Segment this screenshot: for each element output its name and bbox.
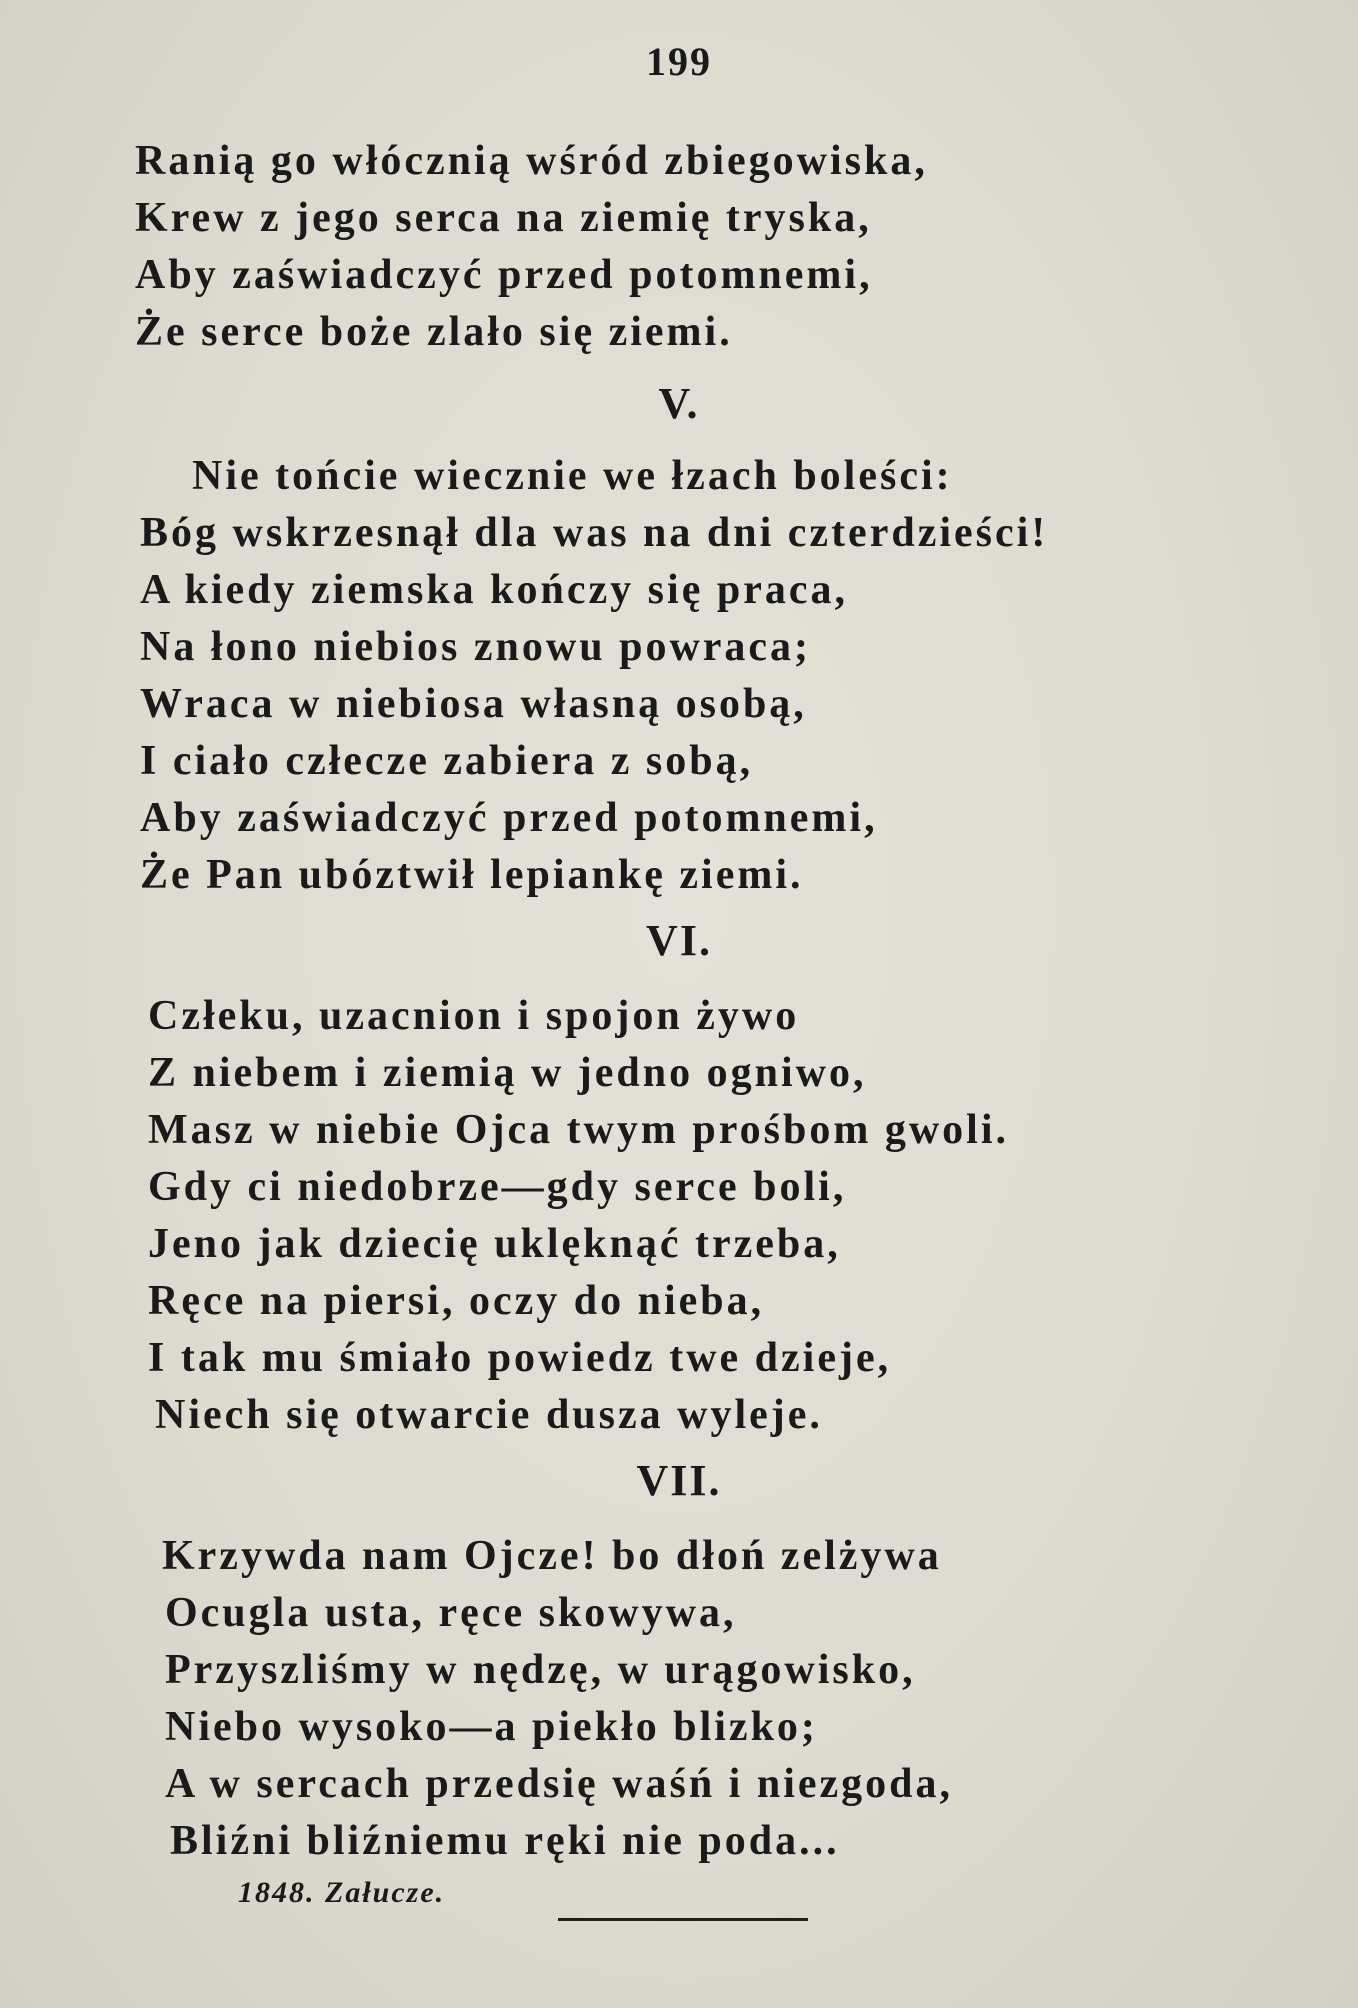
poem-line: Aby zaświadczyć przed potomnemi, (135, 252, 873, 298)
poem-line: Krzywda nam Ojcze! bo dłoń zelżywa (162, 1533, 942, 1579)
poem-line: Że serce boże zlało się ziemi. (135, 309, 733, 355)
poem-line: Masz w niebie Ojca twym prośbom gwoli. (148, 1107, 1009, 1153)
stanza-v (0, 448, 1358, 904)
poem-line: Bliźni bliźniemu ręki nie poda... (170, 1818, 840, 1864)
stanza-heading-v: V. (658, 379, 700, 428)
poem-line: A kiedy ziemska kończy się praca, (140, 567, 848, 613)
poem-line: Nie tońcie wiecznie we łzach boleści: (192, 453, 953, 499)
poem-line: Niebo wysoko—a piekło blizko; (165, 1704, 818, 1750)
poem-line: Przyszliśmy w nędzę, w urągowisko, (165, 1647, 916, 1693)
poem-line: A w sercach przedsię waśń i niezgoda, (165, 1761, 954, 1807)
poem-line: Ranią go włócznią wśród zbiegowiska, (135, 138, 928, 184)
poem-line: Krew z jego serca na ziemię tryska, (135, 195, 872, 241)
poem-line: Bóg wskrzesnął dla was na dni czterdzieści! (140, 510, 1049, 556)
stanza-iv-ending (0, 133, 1358, 361)
poem-line: Wraca w niebiosa własną osobą, (140, 681, 807, 727)
poem-line: Ocugla usta, ręce skowywa, (165, 1590, 737, 1636)
stanza-vi (0, 988, 1358, 1444)
poem-line: Aby zaświadczyć przed potomnemi, (140, 795, 878, 841)
poem-line: Niech się otwarcie dusza wyleje. (155, 1392, 823, 1438)
poem-line: Człeku, uzacnion i spojon żywo (148, 993, 800, 1039)
stanza-heading-vii: VII. (636, 1456, 722, 1505)
page-number: 199 (646, 39, 712, 84)
poem-line: Że Pan ubóztwił lepiankę ziemi. (140, 852, 804, 898)
poem-line: I ciało człecze zabiera z sobą, (140, 738, 754, 784)
poem-line: I tak mu śmiało powiedz twe dzieje, (148, 1335, 892, 1381)
stanza-vii (0, 1528, 1358, 1870)
closing-rule (558, 1918, 808, 1921)
poem-line: Z niebem i ziemią w jedno ogniwo, (148, 1050, 867, 1096)
poem-line: Ręce na piersi, oczy do nieba, (148, 1278, 765, 1324)
poem-line: Gdy ci niedobrze—gdy serce boli, (148, 1164, 847, 1210)
stanza-heading-vi: VI. (646, 916, 712, 965)
poem-line: Jeno jak dziecię uklęknąć trzeba, (148, 1221, 841, 1267)
poem-line: Na łono niebios znowu powraca; (140, 624, 812, 670)
date-place-signature: 1848. Załucze. (238, 1876, 446, 1909)
